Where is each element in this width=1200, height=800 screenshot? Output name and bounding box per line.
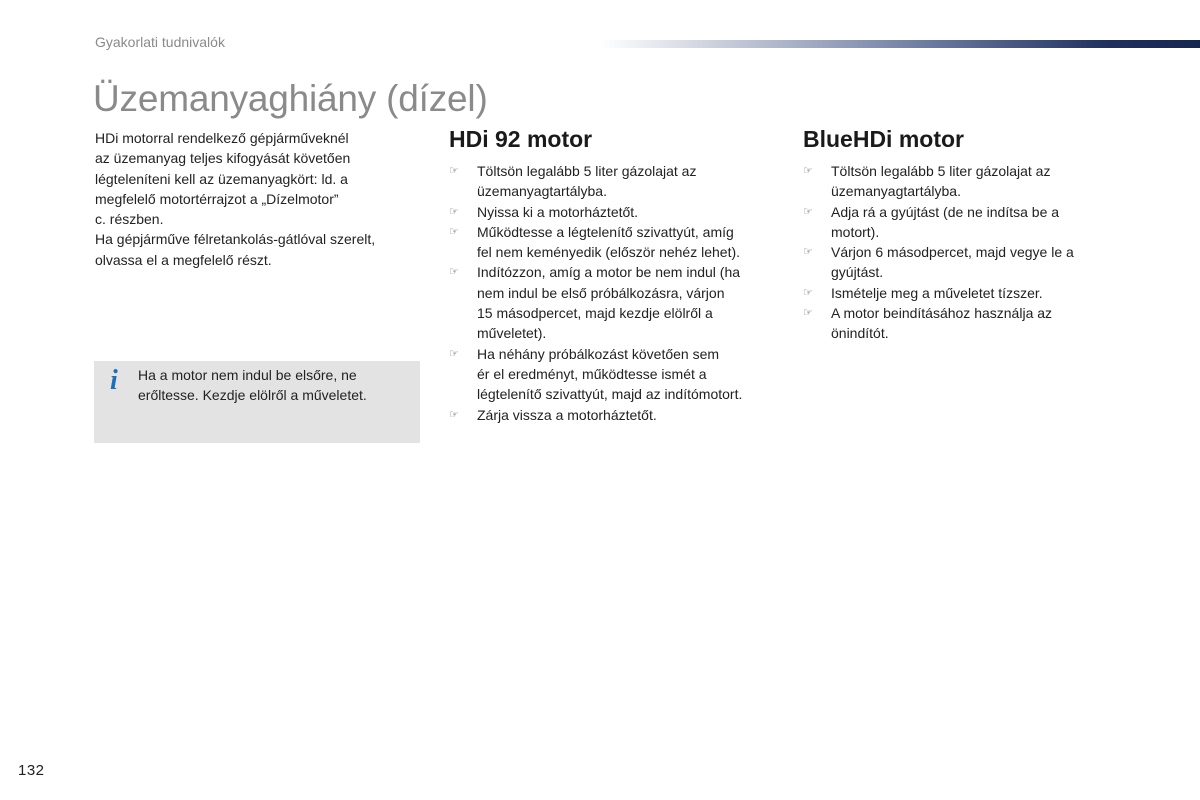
step-line: Ismételje meg a műveletet tízszer. [831, 284, 1043, 301]
step-line: Adja rá a gyújtást (de ne indítsa be a [831, 203, 1060, 220]
step-line: motort). [831, 223, 880, 240]
step-item [449, 222, 779, 263]
step-line: Várjon 6 másodpercet, majd vegye le a [831, 244, 1074, 261]
bluehdi-steps [803, 161, 1103, 344]
pointing-hand-icon: ☞ [449, 266, 459, 279]
step-line: Indítózzon, amíg a motor be nem indul (ha [477, 264, 741, 281]
page-title: Üzemanyaghiány (dízel) [93, 78, 488, 119]
intro-paragraph [95, 128, 415, 270]
step-item [803, 242, 1103, 283]
info-line: erőltesse. Kezdje elölről a műveletet. [138, 387, 367, 404]
hdi92-steps [449, 161, 779, 425]
section-label: Gyakorlati tudnivalók [95, 34, 225, 50]
pointing-hand-icon: ☞ [803, 165, 813, 177]
intro-line: HDi motorral rendelkező gépjárműveknél [95, 130, 349, 146]
step-line: üzemanyagtartályba. [831, 183, 961, 200]
step-item [449, 161, 779, 202]
step-item [449, 262, 779, 343]
pointing-hand-icon: ☞ [449, 205, 459, 218]
step-item [803, 202, 1103, 243]
info-icon: i [110, 365, 118, 396]
step-item [449, 405, 779, 425]
step-item [803, 303, 1103, 344]
pointing-hand-icon: ☞ [803, 286, 813, 299]
step-line: gyújtást. [831, 264, 884, 281]
intro-line: Ha gépjárműve félretankolás-gátlóval szerelt, [95, 231, 376, 248]
step-line: Ha néhány próbálkozást követően sem [477, 345, 720, 362]
pointing-hand-icon: ☞ [803, 205, 813, 218]
bluehdi-heading: BlueHDi motor [803, 126, 964, 152]
info-text [138, 365, 408, 406]
step-line: fel nem keményedik (először nehéz lehet). [477, 244, 741, 261]
step-item [449, 202, 779, 222]
step-line: önindítót. [831, 325, 889, 342]
pointing-hand-icon: ☞ [449, 408, 459, 421]
step-line: A motor beindításához használja az [831, 305, 1053, 322]
pointing-hand-icon: ☞ [449, 347, 459, 360]
hdi92-column [449, 126, 779, 425]
step-line: 15 másodpercet, majd kezdje elölről a [477, 305, 713, 322]
page-number: 132 [18, 762, 45, 779]
step-line: Zárja vissza a motorháztetőt. [477, 406, 657, 423]
step-line: Működtesse a légtelenítő szivattyút, amíg [477, 223, 734, 240]
step-item [803, 161, 1103, 202]
pointing-hand-icon: ☞ [803, 307, 813, 320]
step-line: Nyissa ki a motorháztetőt. [477, 203, 639, 220]
step-line: ér el eredményt, működtesse ismét a [477, 365, 707, 382]
intro-line: légteleníteni kell az üzemanyagkört: ld. a [95, 170, 348, 187]
step-line: Töltsön legalább 5 liter gázolajat az [831, 163, 1051, 179]
step-line: nem indul be első próbálkozásra, várjon [477, 284, 725, 301]
info-line: Ha a motor nem indul be elsőre, ne [138, 367, 357, 383]
step-item [803, 283, 1103, 303]
step-line: műveletet). [477, 325, 547, 342]
info-box [94, 361, 420, 443]
pointing-hand-icon: ☞ [449, 165, 459, 177]
pointing-hand-icon: ☞ [449, 225, 459, 238]
bluehdi-column [803, 126, 1103, 344]
hdi92-heading: HDi 92 motor [449, 126, 593, 152]
pointing-hand-icon: ☞ [803, 246, 813, 259]
header-gradient-bar [600, 40, 1200, 48]
intro-line: c. részben. [95, 211, 164, 228]
step-line: üzemanyagtartályba. [477, 183, 607, 200]
intro-line: megfelelő motortérrajzot a „Dízelmotor” [95, 190, 339, 207]
intro-line: az üzemanyag teljes kifogyását követően [95, 150, 351, 167]
step-item [449, 344, 779, 405]
step-line: Töltsön legalább 5 liter gázolajat az [477, 163, 697, 179]
intro-line: olvassa el a megfelelő részt. [95, 251, 272, 268]
step-line: légtelenítő szivattyút, majd az indítómotort. [477, 386, 743, 403]
